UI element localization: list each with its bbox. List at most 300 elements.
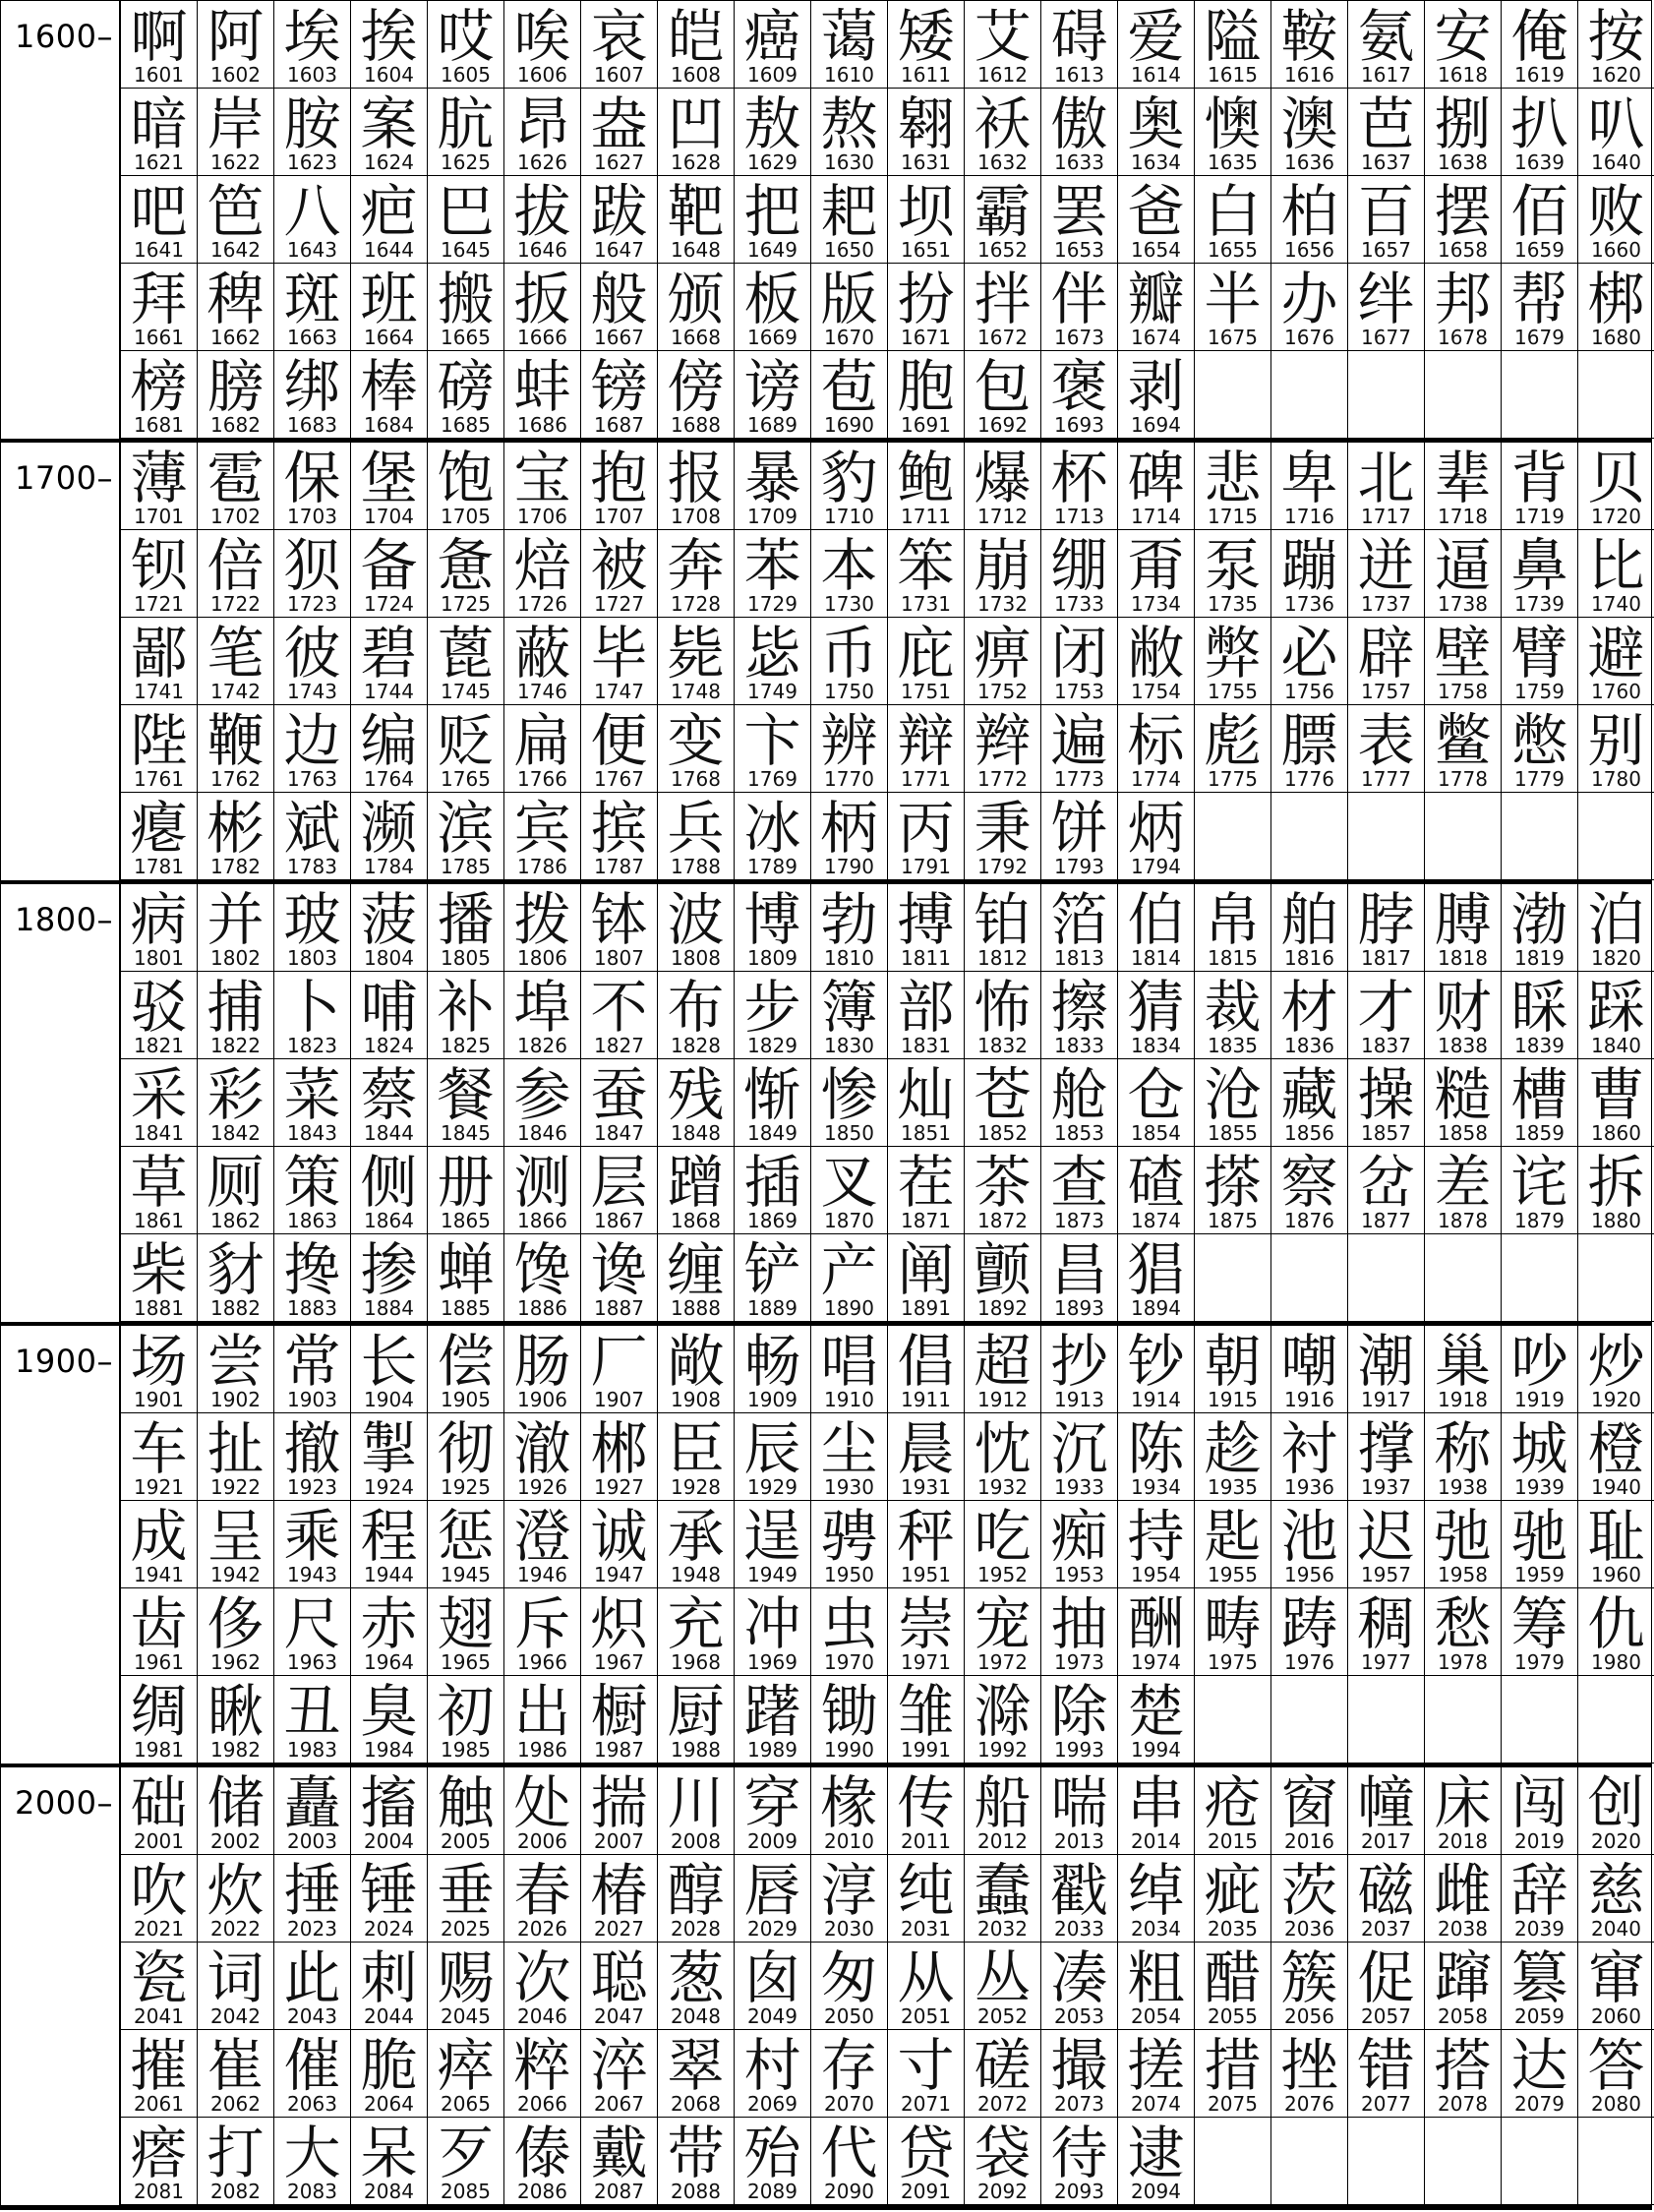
- character-glyph: 雌: [1434, 1857, 1492, 1924]
- character-glyph: 膘: [1280, 707, 1338, 774]
- character-code: 1957: [1361, 1563, 1411, 1586]
- character-code: 2047: [594, 2004, 644, 2028]
- char-cell: [504, 1501, 581, 1588]
- char-cell: [888, 1501, 965, 1588]
- character-glyph: 扳: [513, 266, 571, 332]
- char-cell: [1195, 264, 1271, 351]
- character-code: 2092: [977, 2180, 1028, 2203]
- char-cell: [198, 351, 274, 439]
- character-glyph: 窗: [1280, 1769, 1338, 1836]
- char-cell: [811, 618, 888, 705]
- character-code: 1819: [1514, 946, 1565, 970]
- character-glyph: 存: [820, 2032, 878, 2099]
- character-code: 1864: [364, 1209, 414, 1232]
- character-glyph: 扒: [1510, 90, 1568, 157]
- character-code: 2085: [441, 2180, 491, 2203]
- char-cell: [581, 2030, 658, 2118]
- character-code: 2053: [1054, 2004, 1104, 2028]
- character-glyph: 痹: [974, 620, 1032, 687]
- char-cell: [121, 2118, 198, 2205]
- character-glyph: 册: [437, 1149, 495, 1216]
- char-cell: [735, 1413, 811, 1501]
- character-code: 1755: [1208, 680, 1258, 703]
- character-code: 2021: [134, 1917, 184, 1941]
- character-code: 1816: [1284, 946, 1334, 970]
- char-cell: [1271, 176, 1348, 264]
- character-code: 1677: [1361, 326, 1411, 349]
- character-glyph: 臂: [1510, 620, 1568, 687]
- character-code: 1953: [1054, 1563, 1104, 1586]
- char-cell: [1195, 2030, 1271, 2118]
- char-cell: [351, 1059, 428, 1147]
- char-cell: [1271, 264, 1348, 351]
- char-cell: [351, 1326, 428, 1413]
- character-code: 1775: [1208, 767, 1258, 791]
- character-code: 2039: [1514, 1917, 1565, 1941]
- char-cell: [1425, 264, 1502, 351]
- character-glyph: 癌: [743, 3, 801, 70]
- character-code: 1965: [441, 1650, 491, 1674]
- char-cell: [581, 1, 658, 89]
- character-code: 1761: [134, 767, 184, 791]
- character-code: 1919: [1514, 1388, 1565, 1411]
- character-code: 1747: [594, 680, 644, 703]
- character-code: 2062: [210, 2092, 261, 2116]
- character-glyph: 带: [667, 2120, 725, 2186]
- character-glyph: 扁: [513, 707, 571, 774]
- character-glyph: 绑: [283, 353, 341, 420]
- character-glyph: 厂: [590, 1328, 648, 1395]
- char-cell: [965, 705, 1041, 793]
- character-glyph: 诚: [590, 1503, 648, 1570]
- character-glyph: 惩: [437, 1503, 495, 1570]
- char-cell: [1502, 1676, 1578, 1764]
- character-code: 1824: [364, 1034, 414, 1057]
- character-code: 1781: [134, 855, 184, 878]
- char-cell: [1348, 530, 1425, 618]
- char-cell: [121, 1147, 198, 1234]
- character-code: 1910: [824, 1388, 874, 1411]
- character-glyph: 被: [590, 532, 648, 599]
- char-cell: [811, 1326, 888, 1413]
- character-glyph: 泵: [1204, 532, 1262, 599]
- char-cell: [428, 1, 504, 89]
- char-cell: [581, 705, 658, 793]
- char-cell: [658, 351, 735, 439]
- char-cell: [198, 705, 274, 793]
- character-glyph: 不: [590, 974, 648, 1041]
- character-glyph: 慈: [1587, 1857, 1645, 1924]
- character-code: 2050: [824, 2004, 874, 2028]
- char-cell: [1195, 1, 1271, 89]
- character-glyph: 熬: [820, 90, 878, 157]
- char-cell: [351, 2030, 428, 2118]
- char-cell: [274, 1943, 351, 2030]
- character-glyph: 逞: [743, 1503, 801, 1570]
- character-code: 1989: [747, 1738, 797, 1762]
- character-glyph: 赐: [437, 1944, 495, 2011]
- char-cell: [274, 443, 351, 530]
- character-glyph: 创: [1587, 1769, 1645, 1836]
- character-code: 2035: [1208, 1917, 1258, 1941]
- character-code: 1923: [287, 1475, 337, 1499]
- character-code: 1792: [977, 855, 1028, 878]
- char-cell: [121, 1059, 198, 1147]
- character-code: 1890: [824, 1296, 874, 1320]
- char-cell: [965, 1, 1041, 89]
- character-code: 2025: [441, 1917, 491, 1941]
- character-glyph: 舱: [1050, 1061, 1108, 1128]
- char-cell: [351, 1943, 428, 2030]
- char-cell: [1271, 1588, 1348, 1676]
- character-code: 1748: [671, 680, 721, 703]
- character-code: 1830: [824, 1034, 874, 1057]
- char-cell: [811, 1059, 888, 1147]
- character-code: 1650: [824, 238, 874, 262]
- character-glyph: 掺: [360, 1236, 418, 1303]
- character-glyph: 壁: [1434, 620, 1492, 687]
- char-cell: [1502, 705, 1578, 793]
- char-cell: [121, 1943, 198, 2030]
- character-code: 1646: [517, 238, 567, 262]
- char-cell: [888, 1767, 965, 1855]
- character-glyph: 杯: [1050, 445, 1108, 511]
- char-cell: [1348, 1676, 1425, 1764]
- character-code: 1776: [1284, 767, 1334, 791]
- char-cell: [351, 618, 428, 705]
- character-glyph: 叉: [820, 1149, 878, 1216]
- character-code: 1718: [1438, 505, 1488, 528]
- character-code: 1655: [1208, 238, 1258, 262]
- char-cell: [581, 1676, 658, 1764]
- character-glyph: 戴: [590, 2120, 648, 2186]
- character-code: 1630: [824, 150, 874, 174]
- character-glyph: 板: [743, 266, 801, 332]
- character-code: 1988: [671, 1738, 721, 1762]
- character-glyph: 措: [1204, 2032, 1262, 2099]
- char-cell: [1348, 1855, 1425, 1943]
- character-code: 1651: [901, 238, 951, 262]
- character-code: 1674: [1131, 326, 1181, 349]
- character-glyph: 奔: [667, 532, 725, 599]
- character-code: 1752: [977, 680, 1028, 703]
- character-code: 1637: [1361, 150, 1411, 174]
- character-glyph: 钡: [130, 532, 188, 599]
- character-glyph: 搬: [437, 266, 495, 332]
- character-glyph: 础: [130, 1769, 188, 1836]
- character-glyph: 酬: [1127, 1590, 1185, 1657]
- character-glyph: 堡: [360, 445, 418, 511]
- character-code: 2076: [1284, 2092, 1334, 2116]
- char-cell: [658, 1676, 735, 1764]
- char-cell: [1041, 1855, 1118, 1943]
- character-code: 1733: [1054, 592, 1104, 616]
- char-cell: [581, 530, 658, 618]
- character-glyph: 炒: [1587, 1328, 1645, 1395]
- char-cell: [428, 1326, 504, 1413]
- character-glyph: 毙: [667, 620, 725, 687]
- char-cell: [1041, 89, 1118, 176]
- character-code: 1978: [1438, 1650, 1488, 1674]
- char-cell: [888, 2030, 965, 2118]
- character-glyph: 簇: [1280, 1944, 1338, 2011]
- character-glyph: 答: [1587, 2032, 1645, 2099]
- char-cell: [1348, 618, 1425, 705]
- char-cell: [581, 884, 658, 972]
- character-glyph: 报: [667, 445, 725, 511]
- character-code: 1678: [1438, 326, 1488, 349]
- character-code: 2006: [517, 1829, 567, 1853]
- character-glyph: 郴: [590, 1415, 648, 1482]
- character-glyph: 雏: [897, 1678, 955, 1745]
- char-cell: [965, 2118, 1041, 2205]
- character-code: 1626: [517, 150, 567, 174]
- character-code: 1802: [210, 946, 261, 970]
- character-glyph: 磁: [1357, 1857, 1415, 1924]
- character-code: 1974: [1131, 1650, 1181, 1674]
- char-cell: [351, 1, 428, 89]
- character-glyph: 蔽: [513, 620, 571, 687]
- character-glyph: 摧: [130, 2032, 188, 2099]
- char-cell: [121, 530, 198, 618]
- character-code: 2042: [210, 2004, 261, 2028]
- char-cell: [1348, 2030, 1425, 2118]
- character-glyph: 吵: [1510, 1328, 1568, 1395]
- character-glyph: 蝉: [437, 1236, 495, 1303]
- character-code: 2068: [671, 2092, 721, 2116]
- character-glyph: 畴: [1204, 1590, 1262, 1657]
- character-code: 1736: [1284, 592, 1334, 616]
- character-code: 1851: [901, 1121, 951, 1145]
- character-glyph: 畅: [743, 1328, 801, 1395]
- character-glyph: 博: [743, 886, 801, 953]
- char-cell: [1578, 972, 1654, 1059]
- character-glyph: 谤: [743, 353, 801, 420]
- char-cell: [1578, 1, 1654, 89]
- character-glyph: 撮: [1050, 2032, 1108, 2099]
- character-code: 1944: [364, 1563, 414, 1586]
- character-code: 1804: [364, 946, 414, 970]
- character-code: 2012: [977, 1829, 1028, 1853]
- character-glyph: 睬: [1510, 974, 1568, 1041]
- char-cell: [1502, 1943, 1578, 2030]
- char-cell: [1118, 972, 1195, 1059]
- character-glyph: 暗: [130, 90, 188, 157]
- character-code: 1737: [1361, 592, 1411, 616]
- character-code: 1838: [1438, 1034, 1488, 1057]
- character-glyph: 别: [1587, 707, 1645, 774]
- character-glyph: 次: [513, 1944, 571, 2011]
- character-glyph: 贝: [1587, 445, 1645, 511]
- character-glyph: 迟: [1357, 1503, 1415, 1570]
- character-glyph: 变: [667, 707, 725, 774]
- character-code: 1739: [1514, 592, 1565, 616]
- character-code: 2054: [1131, 2004, 1181, 2028]
- char-cell: [1502, 1588, 1578, 1676]
- character-code: 1938: [1438, 1475, 1488, 1499]
- char-cell: [198, 1413, 274, 1501]
- character-glyph: 磋: [974, 2032, 1032, 2099]
- char-cell: [1502, 884, 1578, 972]
- char-cell: [274, 884, 351, 972]
- char-cell: [965, 1767, 1041, 1855]
- char-cell: [1425, 443, 1502, 530]
- character-code: 1884: [364, 1296, 414, 1320]
- character-code: 1874: [1131, 1209, 1181, 1232]
- character-code: 1758: [1438, 680, 1488, 703]
- char-cell: [1578, 1588, 1654, 1676]
- character-glyph: 崔: [207, 2032, 265, 2099]
- character-glyph: 磅: [437, 353, 495, 420]
- character-code: 2064: [364, 2092, 414, 2116]
- character-code: 1991: [901, 1738, 951, 1762]
- char-cell: [1425, 884, 1502, 972]
- char-cell: [1041, 2118, 1118, 2205]
- character-glyph: 拜: [130, 266, 188, 332]
- character-code: 1688: [671, 413, 721, 437]
- character-code: 1675: [1208, 326, 1258, 349]
- character-code: 1708: [671, 505, 721, 528]
- character-code: 1844: [364, 1121, 414, 1145]
- character-code: 1694: [1131, 413, 1181, 437]
- char-cell: [504, 1767, 581, 1855]
- character-glyph: 抱: [590, 445, 648, 511]
- character-glyph: 焙: [513, 532, 571, 599]
- char-cell: [1348, 176, 1425, 264]
- char-cell: [1425, 1855, 1502, 1943]
- character-code: 1725: [441, 592, 491, 616]
- character-code: 1771: [901, 767, 951, 791]
- character-code: 1980: [1591, 1650, 1641, 1674]
- character-code: 1806: [517, 946, 567, 970]
- character-glyph: 滁: [974, 1678, 1032, 1745]
- character-code: 1743: [287, 680, 337, 703]
- character-code: 1715: [1208, 505, 1258, 528]
- character-glyph: 澄: [513, 1503, 571, 1570]
- character-code: 1909: [747, 1388, 797, 1411]
- character-code: 1791: [901, 855, 951, 878]
- character-glyph: 崩: [974, 532, 1032, 599]
- character-glyph: 窜: [1587, 1944, 1645, 2011]
- character-glyph: 拔: [513, 178, 571, 245]
- char-cell: [1348, 1943, 1425, 2030]
- character-code: 1818: [1438, 946, 1488, 970]
- char-cell: [1041, 1059, 1118, 1147]
- char-cell: [504, 1326, 581, 1413]
- char-cell: [658, 443, 735, 530]
- character-glyph: 瓣: [1127, 266, 1185, 332]
- char-cell: [1348, 1326, 1425, 1413]
- character-code: 1986: [517, 1738, 567, 1762]
- character-glyph: 隘: [1204, 3, 1262, 70]
- char-cell: [121, 1501, 198, 1588]
- character-code: 2020: [1591, 1829, 1641, 1853]
- char-cell: [581, 793, 658, 880]
- char-cell: [1578, 1855, 1654, 1943]
- character-glyph: 伯: [1127, 886, 1185, 953]
- char-cell: [504, 530, 581, 618]
- character-code: 1982: [210, 1738, 261, 1762]
- char-cell: [351, 705, 428, 793]
- char-cell: [1271, 1147, 1348, 1234]
- char-cell: [274, 793, 351, 880]
- char-cell: [965, 1943, 1041, 2030]
- character-glyph: 必: [1280, 620, 1338, 687]
- character-code: 2046: [517, 2004, 567, 2028]
- character-code: 1856: [1284, 1121, 1334, 1145]
- character-code: 1901: [134, 1388, 184, 1411]
- character-glyph: 罢: [1050, 178, 1108, 245]
- char-cell: [504, 1147, 581, 1234]
- character-glyph: 楚: [1127, 1678, 1185, 1745]
- char-cell: [428, 530, 504, 618]
- character-code: 2061: [134, 2092, 184, 2116]
- character-glyph: 拨: [513, 886, 571, 953]
- char-cell: [1502, 443, 1578, 530]
- character-glyph: 蚕: [590, 1061, 648, 1128]
- character-code: 1992: [977, 1738, 1028, 1762]
- character-glyph: 彩: [207, 1061, 265, 1128]
- char-cell: [581, 264, 658, 351]
- character-glyph: 暴: [743, 445, 801, 511]
- character-code: 2083: [287, 2180, 337, 2203]
- char-cell: [1195, 1676, 1271, 1764]
- character-glyph: 淬: [590, 2032, 648, 2099]
- character-glyph: 除: [1050, 1678, 1108, 1745]
- character-code: 1767: [594, 767, 644, 791]
- character-code: 1609: [747, 63, 797, 87]
- character-code: 2007: [594, 1829, 644, 1853]
- char-cell: [1271, 1413, 1348, 1501]
- char-cell: [1348, 705, 1425, 793]
- char-cell: [1578, 1147, 1654, 1234]
- character-glyph: 潮: [1357, 1328, 1415, 1395]
- character-code: 1971: [901, 1650, 951, 1674]
- char-cell: [428, 351, 504, 439]
- char-cell: [658, 884, 735, 972]
- character-code: 1977: [1361, 1650, 1411, 1674]
- character-code: 1703: [287, 505, 337, 528]
- char-cell: [1348, 351, 1425, 439]
- character-glyph: 疵: [1204, 1857, 1262, 1924]
- character-glyph: 淳: [820, 1857, 878, 1924]
- character-code: 1952: [977, 1563, 1028, 1586]
- char-cell: [1348, 1767, 1425, 1855]
- character-glyph: 搽: [1204, 1149, 1262, 1216]
- character-glyph: 爸: [1127, 178, 1185, 245]
- char-cell: [735, 1059, 811, 1147]
- character-code: 1613: [1054, 63, 1104, 87]
- character-code: 1604: [364, 63, 414, 87]
- character-glyph: 丛: [974, 1944, 1032, 2011]
- character-code: 1723: [287, 592, 337, 616]
- character-glyph: 灿: [897, 1061, 955, 1128]
- char-cell: [888, 2118, 965, 2205]
- character-code: 2045: [441, 2004, 491, 2028]
- character-glyph: 错: [1357, 2032, 1415, 2099]
- character-glyph: 充: [667, 1590, 725, 1657]
- character-glyph: 藏: [1280, 1061, 1338, 1128]
- character-code: 2067: [594, 2092, 644, 2116]
- character-glyph: 城: [1510, 1415, 1568, 1482]
- character-glyph: 垂: [437, 1857, 495, 1924]
- char-cell: [1041, 443, 1118, 530]
- char-cell: [1271, 618, 1348, 705]
- character-glyph: 蚌: [513, 353, 571, 420]
- char-cell: [735, 884, 811, 972]
- character-code: 1947: [594, 1563, 644, 1586]
- char-cell: [811, 1413, 888, 1501]
